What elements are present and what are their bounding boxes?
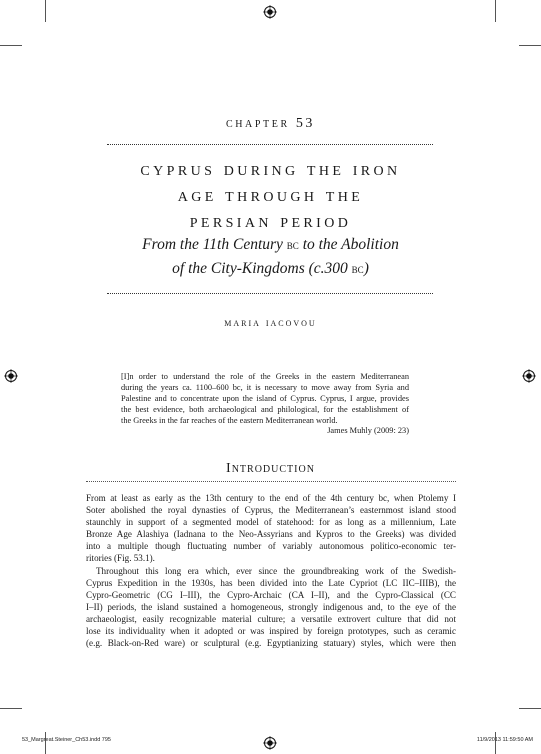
subtitle-era: bc [286, 237, 299, 252]
crop-mark [519, 708, 541, 709]
crop-mark [495, 732, 496, 754]
crop-mark [495, 0, 496, 22]
body-line: into a multiple though fluctuating number of variably autonomous politico-economic ter- [86, 541, 456, 552]
subtitle-text: to the Abolition [298, 236, 399, 253]
body-line: I–II) periods, the island sustained a homogeneous, strongly indigenous and, to the eye of the [86, 601, 456, 612]
chapter-label: chapter 53 [225, 116, 316, 131]
body-line: Bronze Age Alashiya (Iadnana to the Neo-Assyrians and Kypros to the Greeks) was divided [86, 529, 456, 540]
registration-mark-icon [4, 369, 18, 383]
crop-mark [45, 0, 46, 22]
epigraph-line: Palestine and to concentrate upon the island of Cyprus. Cyprus, I argue, provides [121, 394, 409, 404]
crop-mark [0, 708, 22, 709]
body-line: Soter abolished the royal dynasties of Cyprus, the Mediterranean’s easternmost island stood [86, 505, 456, 516]
footer-datetime: 11/9/2013 11:59:50 AM [476, 737, 533, 743]
body-line: lose its individuality when it adopted or was inspired by foreign prototypes, such as ceramic [86, 626, 456, 637]
body-line: Throughout this long era which, ever since the groundbreaking work of the Swedish- [96, 565, 456, 576]
section-heading: Introduction [226, 461, 315, 476]
crop-mark [0, 45, 22, 46]
crop-mark [519, 45, 541, 46]
body-line: (e.g. Black-on-Red ware) or sculptural (e.g. Egyptianizing statuary) styles, which were then [86, 638, 456, 649]
epigraph [121, 371, 409, 426]
body-line: ritories (Fig. 53.1). [86, 553, 155, 564]
epigraph-line: the best evidence, both archaeological and philological, for the establishment of [121, 405, 409, 415]
dotted-rule [107, 144, 433, 145]
epigraph-line: [I]n order to understand the role of the Greeks in the eastern Mediterranean [121, 372, 409, 381]
chapter-subtitle [0, 236, 541, 254]
body-line: archaeologist, easily recognizable material culture; a versatile extrovert culture that did not [86, 613, 456, 624]
chapter-subtitle [0, 260, 541, 278]
section-rule [86, 481, 456, 482]
chapter-title-line: persian period [189, 210, 352, 232]
registration-mark-icon [522, 369, 536, 383]
epigraph-line: the Greeks in the far reaches of the eastern Mediterranean world. [121, 416, 338, 426]
subtitle-text: of the City-Kingdoms (c.300 [172, 260, 352, 277]
epigraph-line: during the years ca. 1100–600 bc, it is necessary to move away from Syria and [121, 383, 409, 393]
author-name: maria iacovou [224, 317, 317, 329]
subtitle-text: From the 11th Century [142, 236, 287, 253]
footer-file-slug: 53_Margreat.Steiner_Ch53.indd 795 [22, 737, 111, 743]
body-line: From at least as early as the 13th century to the end of the 4th century bc, when Ptolemy I [86, 493, 456, 503]
registration-mark-icon [263, 736, 277, 750]
body-line: staunchly in support of a segmented model of statehood: for as long as a millennium, Late [86, 517, 456, 528]
dotted-rule [107, 293, 433, 294]
body-line: Cypro-Geometric (CG I–III), the Cypro-Archaic (CA I–II), and the Cypro-Classical (CC [86, 589, 456, 600]
chapter-title-line: age through the [177, 184, 364, 206]
subtitle-era: bc [351, 261, 364, 276]
body-paragraphs [86, 492, 456, 649]
subtitle-text: ) [363, 260, 369, 277]
body-line: Cyprus Expedition in the 1930s, has been divided into the Late Cypriot (LC IIC–IIIB), the [86, 577, 456, 588]
crop-mark [45, 732, 46, 754]
epigraph-source: James Muhly (2009: 23) [327, 426, 409, 435]
registration-mark-icon [263, 5, 277, 19]
chapter-title-line: cyprus during the iron [140, 158, 401, 180]
